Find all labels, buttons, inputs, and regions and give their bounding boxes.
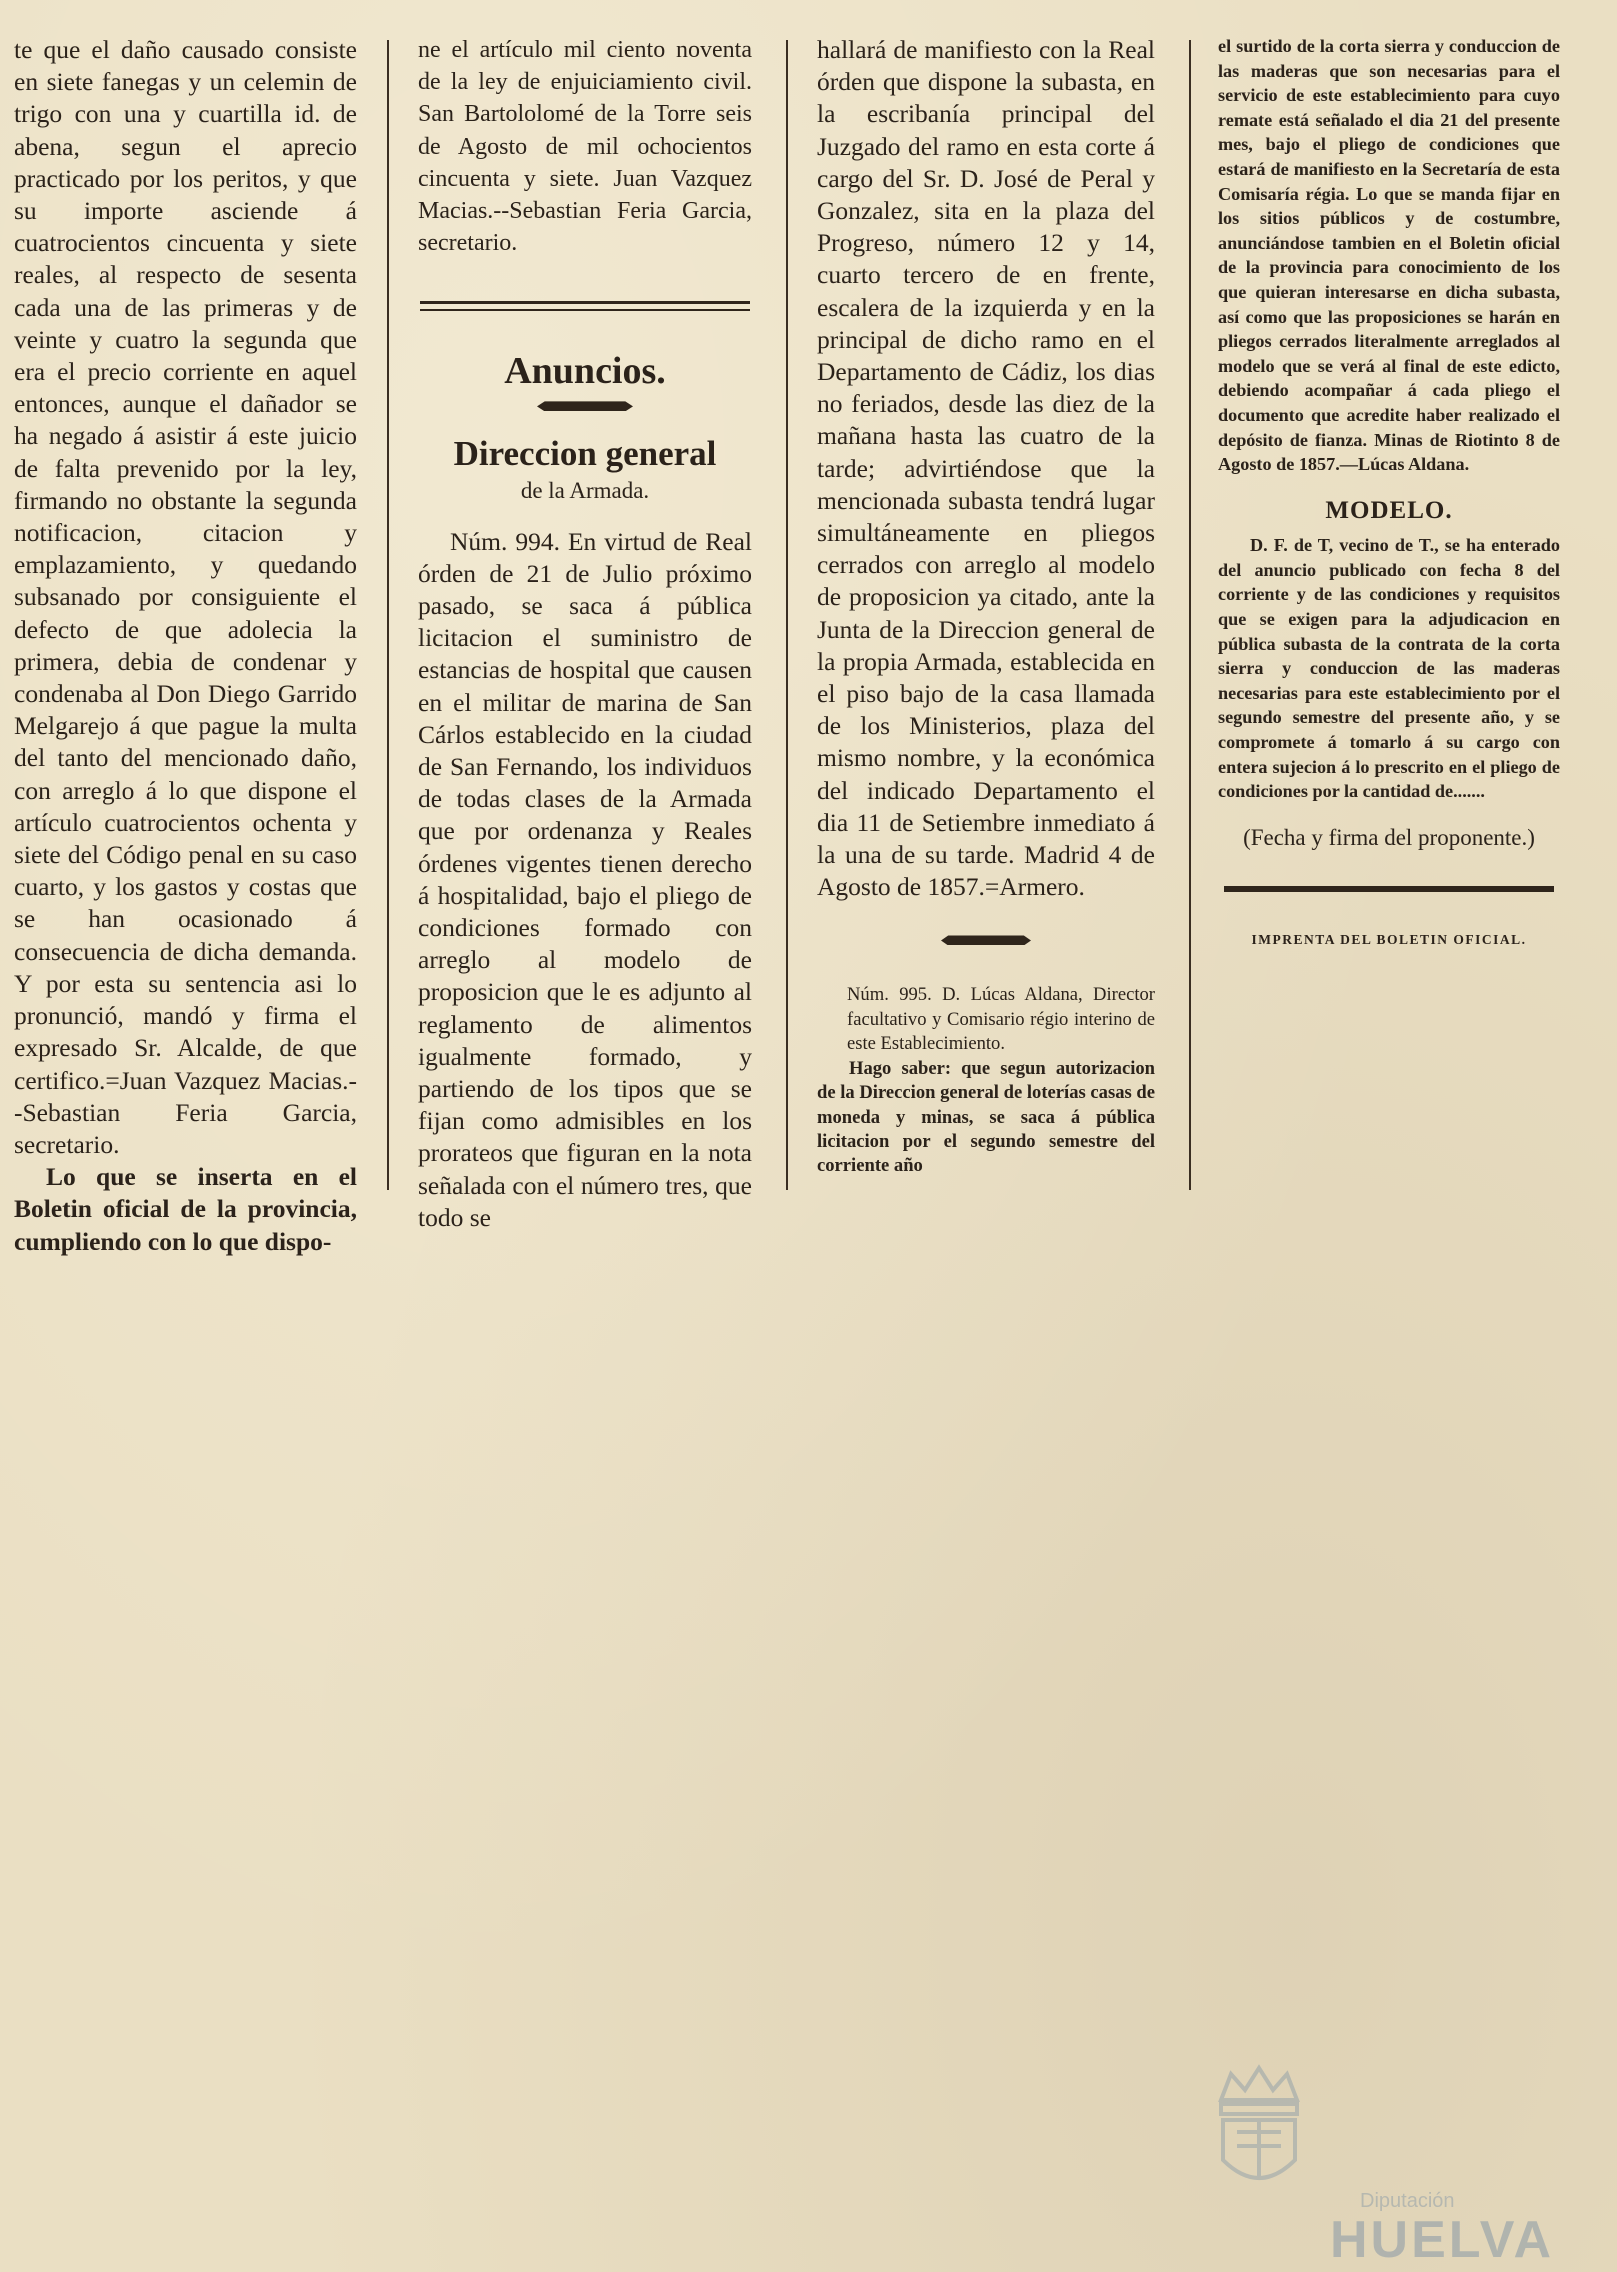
column-rule [1189, 40, 1191, 1190]
watermark-subtitle: Diputación [1360, 2190, 1455, 2212]
court-sentence-text: te que el daño causado consiste en siete fanegas y un celemin de trigo con una y cuartilla id. de abena, segun el aprecio practicado por los peritos, y que su importe asciende á cuatrocientos cincuenta y siete reales, al respecto de sesenta cada una de las primeras y de veinte y cuatro la segunda que era el precio corriente en aquel entonces, aunque el dañador se ha negado á asistir á este juicio de falta prevenido por la ley, firmando no obstante la segunda notificacion, citacion y emplazamiento, y quedando subsanado por consiguiente el defecto de que adolecia la primera, debia de condenar y condenaba al Don Diego Garrido Melgarejo á que pague la multa del tanto del mencionado daño, con arreglo á lo que dispone el artículo cuatrocientos ochenta y siete del Código penal en su caso cuarto, y los gastos y costas que se han ocasionado á consecuencia de dicha demanda. Y por esta su sentencia asi lo pronunció, mandó y firma el expresado Sr. Alcalde, de que certifico.=Juan Vazquez Macias.--Sebastian Feria Garcia, secretario. [14, 35, 357, 1159]
column-3 [817, 34, 1155, 1179]
modelo-text: D. F. de T, vecino de T., se ha enterado del anuncio publicado con fecha 8 del corriente y de las condiciones y requisitos que se exigen para la adjudicacion en pública subasta de la contrata de la corta sierra y conduccion de las maderas necesarias para este establecimiento por el segundo semestre del presente año, y se compromete á tomarlo á su cargo con entera sujecion á lo prescrito en el pliego de condiciones por la cantidad de....... [1218, 535, 1560, 802]
column-1 [14, 34, 357, 1258]
announcement-995-text: Hago saber: que segun autorizacion de la Direccion general de loterías casas de moneda y minas, se saca á pública licitacion por el segundo semestre del corriente año [817, 1057, 1155, 1177]
watermark-text: HUELVA [1330, 2211, 1555, 2269]
court-sentence-continuation: ne el artículo mil ciento noventa de la ley de enjuiciamiento civil. San Bartololomé de la Torre seis de Agosto de mil ochocientos cincuenta y siete. Juan Vazquez Macias.--Sebastian Feria Garcia, secretario. [418, 37, 752, 257]
anuncios-heading: Anuncios. [504, 350, 666, 393]
direccion-heading: Direccion general [453, 434, 717, 474]
column-rule [786, 40, 788, 1190]
modelo-signature-note: (Fecha y firma del proponente.) [1243, 824, 1535, 850]
imprenta-footer: IMPRENTA DEL BOLETIN OFICIAL. [1251, 932, 1527, 948]
announcement-995-continuation: el surtido de la corta sierra y conduccion de las maderas que son necesarias para el servicio de este establecimiento para cuyo remate está señalado el dia 21 del presente mes, bajo el pliego de condiciones que estará de manifiesto en la Secretaría de esta Comisaría régia. Lo que se manda fijar en los sitios públicos y de costumbre, anunciándose tambien en el Boletin oficial de la provincia para conocimiento de los que quieran interesarse en dicha subasta, así como que las proposiciones se harán en pliegos cerrados literalmente arreglados al modelo que se verá al final de este edicto, debiendo acompañar á cada pliego el documento que acredite haber realizado el depósito de fianza. Minas de Riotinto 8 de Agosto de 1857.—Lúcas Aldana. [1218, 36, 1560, 475]
column-rule [387, 40, 389, 1190]
column-4 [1218, 34, 1560, 953]
crown-seal-icon [1207, 2060, 1311, 2200]
column-2 [418, 34, 752, 1234]
announcement-994-text: Núm. 994. En virtud de Real órden de 21 de Julio próximo pasado, se saca á pública licitacion el suministro de estancias de hospital que causen en el militar de marina de San Cárlos establecido en la ciudad de San Fernando, los individuos de todas clases de la Armada que por ordenanza y Reales órdenes vigentes tienen derecho á hospitalidad, bajo el pliego de condiciones formado con arreglo al modelo de proposicion que le es adjunto al reglamento de alimentos igualmente formado, y partiendo de los tipos que se fijan como admisibles en los prorateos que figuran en la nota señalada con el número tres, que todo se [418, 526, 752, 1232]
end-divider [1224, 886, 1554, 892]
announcement-994-continuation: hallará de manifiesto con la Real órden que dispone la subasta, en la escribanía principal del Juzgado del ramo en esta corte á cargo del Sr. D. José de Peral y Gonzalez, sita en la plaza del Progreso, número 12 y 14, cuarto tercero de en frente, escalera de la izquierda y en la principal de dicho ramo en el Departamento de Cádiz, los dias no feriados, desde las diez de la mañana hasta las cuatro de la tarde; advirtiéndose que la mencionada subasta tendrá lugar simultáneamente en pliegos cerrados con arreglo al modelo de proposicion ya citado, ante la Junta de la Direccion general de la propia Armada, establecida en el piso bajo de la casa llamada de los Ministerios, plaza del mismo nombre, y la económica del indicado Departamento el dia 11 de Setiembre inmediato á la una de su tarde. Madrid 4 de Agosto de 1857.=Armero. [817, 35, 1155, 902]
direccion-subheading: de la Armada. [520, 478, 650, 504]
insertion-note: Lo que se inserta en el Boletin oficial de la provincia, cumpliendo con lo que dispo- [14, 1162, 357, 1256]
heading-ornament [537, 401, 633, 411]
modelo-heading: MODELO. [1325, 496, 1453, 524]
section-divider [420, 301, 750, 311]
announcement-divider [941, 935, 1031, 945]
announcement-995-header: Núm. 995. D. Lúcas Aldana, Director facultativo y Comisario régio interino de este Establecimiento. [847, 984, 1155, 1055]
